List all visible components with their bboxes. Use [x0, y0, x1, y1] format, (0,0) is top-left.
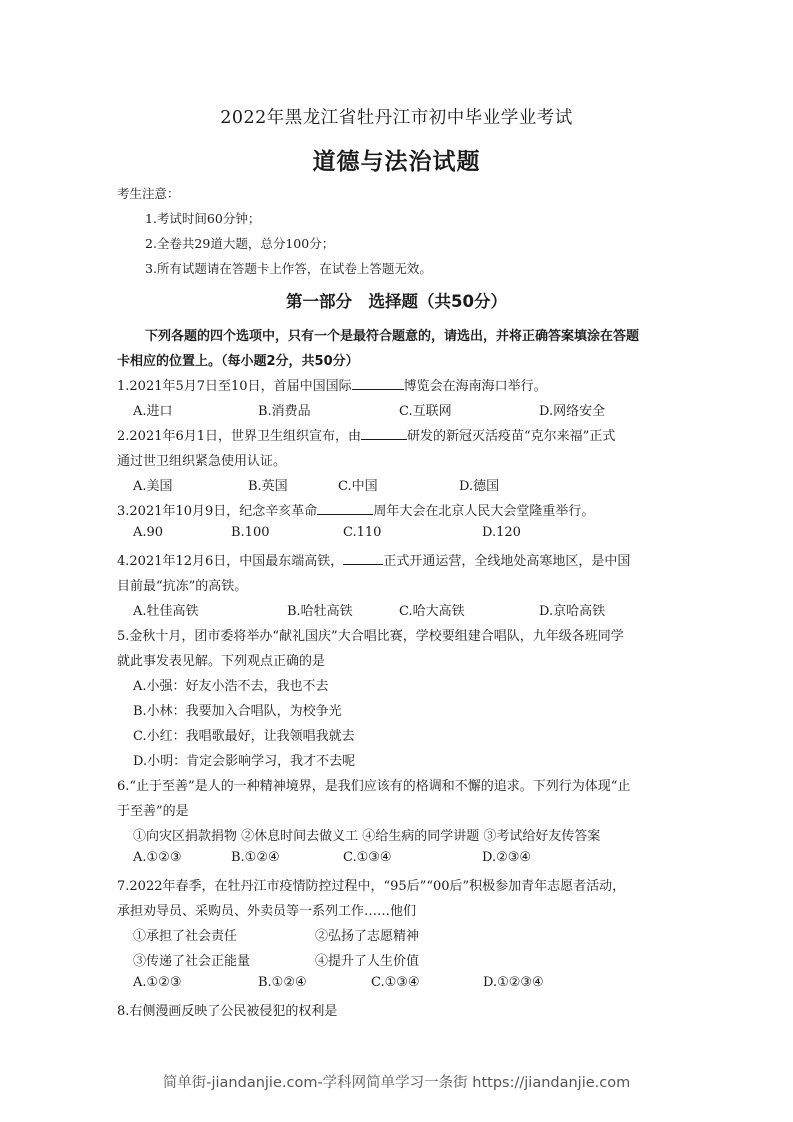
- option-b: B.消费品: [258, 404, 311, 419]
- statement-1: ①承担了社会责任: [133, 929, 238, 944]
- footer-watermark: 简单街-jiandanjie.com-学科网简单学习一条街 https://jiandanjie.com: [162, 1075, 631, 1091]
- option-a: A.90: [133, 525, 164, 540]
- option-a: A.①②③: [133, 975, 182, 990]
- exam-title: 2022年黑龙江省牡丹江市初中毕业学业考试: [220, 108, 573, 128]
- stem-text: 3.2021年10月9日，纪念辛亥革命: [117, 504, 318, 519]
- answer-blank: [361, 427, 407, 440]
- option-c: C.110: [343, 525, 382, 540]
- option-a: A.牡佳高铁: [133, 604, 199, 619]
- notice-item: 2.全卷共29道大题，总分100分；: [145, 236, 335, 251]
- option-c: C.中国: [338, 479, 378, 494]
- question-6-stem: 6.“止于至善”是人的一种精神境界，是我们应该有的格调和不懈的追求。下列行为体现“止: [117, 779, 631, 794]
- option-b: B.英国: [248, 479, 288, 494]
- option-d: D.①②③④: [483, 975, 544, 990]
- option-b: B.①②④: [258, 975, 307, 990]
- question-5-stem: 5.金秋十月，团市委将举办“献礼国庆”大合唱比赛，学校要组建合唱队，九年级各班同学: [117, 629, 624, 644]
- option-c: C.①③④: [343, 850, 392, 865]
- stem-text: 博览会在海南海口举行。: [403, 379, 547, 394]
- option-d: D.小明：肯定会影响学习，我才不去呢: [133, 754, 356, 769]
- option-c: C.小红：我唱歌最好，让我领唱我就去: [133, 729, 355, 744]
- question-6-statements: ①向灾区捐款捐物 ②休息时间去做义工 ④给生病的同学讲题 ③考试给好友传答案: [133, 829, 601, 844]
- option-b: B.小林：我要加入合唱队，为校争光: [133, 704, 342, 719]
- section-instructions: 卡相应的位置上。（每小题2分，共50分）: [117, 354, 359, 369]
- option-b: B.①②④: [231, 850, 280, 865]
- stem-text: 4.2021年12月6日，中国最东端高铁，: [117, 554, 344, 569]
- option-c: C.互联网: [399, 404, 452, 419]
- option-c: C.哈大高铁: [399, 604, 465, 619]
- statement-2: ②弘扬了志愿精神: [315, 929, 420, 944]
- stem-text: 正式开通运营，全线地处高寒地区，是中国: [383, 554, 631, 569]
- option-c: C.①③④: [371, 975, 420, 990]
- question-7-stem: 7.2022年春季，在牡丹江市疫情防控过程中，“95后”“00后”积极参加青年志愿者活动，: [117, 879, 626, 894]
- question-8-stem: 8.右侧漫画反映了公民被侵犯的权利是: [117, 1004, 338, 1019]
- notice-item: 1.考试时间60分钟；: [145, 211, 261, 226]
- question-3-stem: [117, 500, 594, 519]
- notice-item: 3.所有试题请在答题卡上作答，在试卷上答题无效。: [145, 261, 432, 276]
- option-b: B.100: [231, 525, 270, 540]
- statement-3: ③传递了社会正能量: [133, 954, 251, 969]
- question-6-stem-line2: 于至善”的是: [117, 804, 189, 819]
- question-2-stem: [117, 425, 615, 444]
- answer-blank: [343, 552, 383, 565]
- option-a: A.美国: [133, 479, 173, 494]
- option-d: D.网络安全: [539, 404, 606, 419]
- stem-text: 2.2021年6月1日，世界卫生组织宣布，由: [117, 429, 362, 444]
- option-a: A.小强：好友小浩不去，我也不去: [133, 679, 329, 694]
- stem-text: 1.2021年5月7日至10日，首届中国国际: [117, 379, 352, 394]
- notice-heading: 考生注意：: [117, 186, 180, 201]
- question-4-stem-line2: 目前最“抗冻”的高铁。: [117, 579, 248, 594]
- question-2-stem-line2: 通过世卫组织紧急使用认证。: [117, 454, 287, 469]
- option-a: A.①②③: [133, 850, 182, 865]
- question-1-stem: [117, 375, 547, 394]
- option-d: D.120: [482, 525, 521, 540]
- option-d: D.②③④: [482, 850, 532, 865]
- exam-subject-title: 道德与法治试题: [312, 149, 481, 175]
- section-title: 第一部分 选择题（共50分）: [286, 292, 507, 311]
- answer-blank: [317, 502, 373, 515]
- question-7-stem-line2: 承担劝导员、采购员、外卖员等一系列工作……他们: [117, 904, 417, 919]
- question-4-stem: [117, 550, 630, 569]
- option-d: D.京哈高铁: [539, 604, 606, 619]
- option-a: A.进口: [133, 404, 173, 419]
- stem-text: 周年大会在北京人民大会堂隆重举行。: [373, 504, 595, 519]
- option-b: B.哈牡高铁: [287, 604, 353, 619]
- question-5-stem-line2: 就此事发表见解。下列观点正确的是: [117, 654, 326, 669]
- stem-text: 研发的新冠灭活疫苗“克尔来福”正式: [407, 429, 616, 444]
- statement-4: ④提升了人生价值: [315, 954, 420, 969]
- option-d: D.德国: [459, 479, 500, 494]
- section-instructions: 下列各题的四个选项中，只有一个是最符合题意的，请选出，并将正确答案填涂在答题: [145, 329, 640, 344]
- answer-blank: [352, 377, 404, 390]
